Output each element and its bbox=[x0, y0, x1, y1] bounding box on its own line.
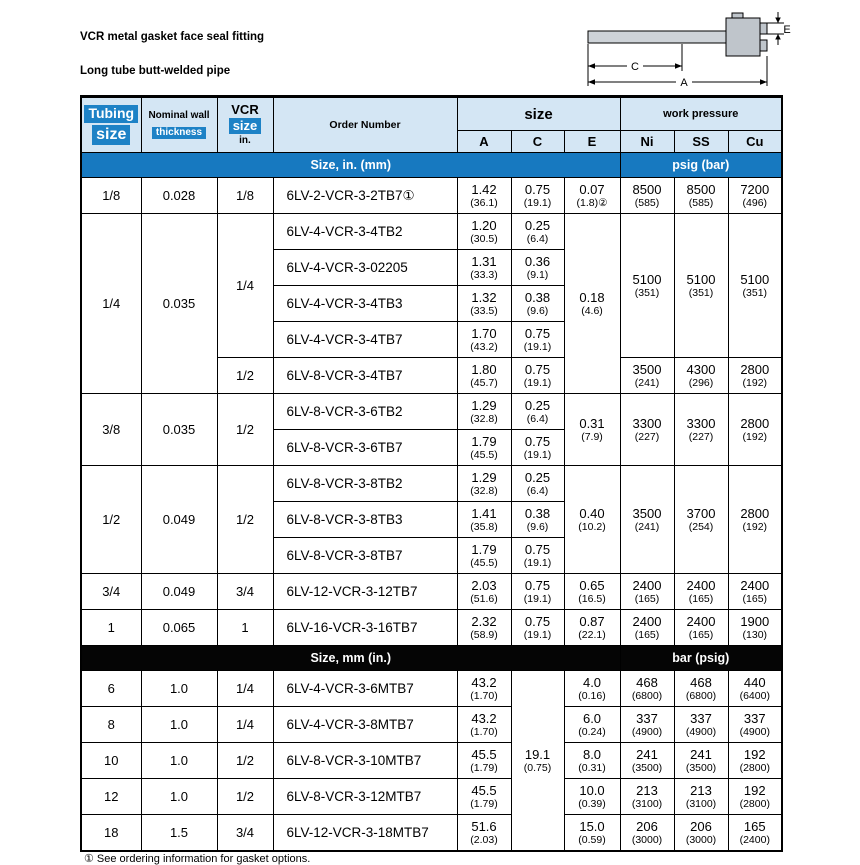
value-cell: 1 bbox=[81, 610, 141, 646]
dim-e-label: E bbox=[783, 24, 791, 36]
nominal-wall-label: Nominal wall bbox=[148, 109, 210, 121]
table-row bbox=[81, 610, 782, 646]
value-cell: 0.75 (19.1) bbox=[511, 178, 564, 214]
value-cell: 3/4 bbox=[217, 574, 273, 610]
value-cell: 45.5 (1.79) bbox=[457, 779, 511, 815]
vcr-size-label: size bbox=[229, 118, 262, 134]
value-cell: 1.0 bbox=[141, 671, 217, 707]
value-cell: 192 (2800) bbox=[728, 743, 782, 779]
value-cell: 213 (3100) bbox=[620, 779, 674, 815]
order-number-cell: 6LV-8-VCR-3-6TB7 bbox=[273, 430, 457, 466]
value-cell: 440 (6400) bbox=[728, 671, 782, 707]
value-cell: 43.2 (1.70) bbox=[457, 671, 511, 707]
table-row bbox=[81, 214, 782, 250]
header-size-group: size bbox=[457, 97, 620, 131]
table-row bbox=[81, 178, 782, 214]
header-nominal-wall bbox=[141, 97, 217, 153]
value-cell: 8 bbox=[81, 707, 141, 743]
table-row bbox=[81, 815, 782, 851]
value-cell: 2800 (192) bbox=[728, 358, 782, 394]
value-cell: 8.0 (0.31) bbox=[564, 743, 620, 779]
value-cell: 3700 (254) bbox=[674, 466, 728, 574]
value-cell: 5100 (351) bbox=[674, 214, 728, 358]
table-row bbox=[81, 394, 782, 430]
order-number-cell: 6LV-4-VCR-3-4TB2 bbox=[273, 214, 457, 250]
value-cell: 1/2 bbox=[217, 358, 273, 394]
thickness-label: thickness bbox=[152, 127, 206, 140]
value-cell: 1.0 bbox=[141, 707, 217, 743]
vcr-label: VCR bbox=[231, 101, 259, 117]
order-number-cell: 6LV-8-VCR-3-12MTB7 bbox=[273, 779, 457, 815]
order-number-cell: 6LV-4-VCR-3-6MTB7 bbox=[273, 671, 457, 707]
value-cell: 3500 (241) bbox=[620, 466, 674, 574]
order-number-cell: 6LV-16-VCR-3-16TB7 bbox=[273, 610, 457, 646]
value-cell: 337 (4900) bbox=[620, 707, 674, 743]
spec-table bbox=[80, 95, 783, 852]
value-cell: 4.0 (0.16) bbox=[564, 671, 620, 707]
value-cell: 2.32 (58.9) bbox=[457, 610, 511, 646]
value-cell: 3/4 bbox=[81, 574, 141, 610]
order-number-cell: 6LV-12-VCR-3-12TB7 bbox=[273, 574, 457, 610]
value-cell: 213 (3100) bbox=[674, 779, 728, 815]
value-cell: 1900 (130) bbox=[728, 610, 782, 646]
order-number-cell: 6LV-8-VCR-3-10MTB7 bbox=[273, 743, 457, 779]
value-cell: 0.31 (7.9) bbox=[564, 394, 620, 466]
value-cell: 0.25 (6.4) bbox=[511, 214, 564, 250]
value-cell: 1/2 bbox=[217, 394, 273, 466]
header-col-e: E bbox=[564, 131, 620, 153]
value-cell: 8500 (585) bbox=[674, 178, 728, 214]
value-cell: 1.5 bbox=[141, 815, 217, 851]
value-cell: 1.70 (43.2) bbox=[457, 322, 511, 358]
value-cell: 1/4 bbox=[217, 707, 273, 743]
order-number-cell: 6LV-4-VCR-3-4TB7 bbox=[273, 322, 457, 358]
table-row bbox=[81, 466, 782, 502]
value-cell: 1/4 bbox=[81, 214, 141, 394]
value-cell: 206 (3000) bbox=[620, 815, 674, 851]
value-cell: 0.049 bbox=[141, 466, 217, 574]
value-cell: 0.38 (9.6) bbox=[511, 286, 564, 322]
value-cell: 45.5 (1.79) bbox=[457, 743, 511, 779]
header-col-c: C bbox=[511, 131, 564, 153]
value-cell: 1/2 bbox=[81, 466, 141, 574]
value-cell: 1/8 bbox=[217, 178, 273, 214]
value-cell: 1.31 (33.3) bbox=[457, 250, 511, 286]
value-cell: 468 (6800) bbox=[674, 671, 728, 707]
value-cell: 241 (3500) bbox=[674, 743, 728, 779]
order-number-cell: 6LV-4-VCR-3-02205 bbox=[273, 250, 457, 286]
value-cell: 6 bbox=[81, 671, 141, 707]
value-cell: 6.0 (0.24) bbox=[564, 707, 620, 743]
page-subtitle: Long tube butt-welded pipe bbox=[80, 65, 231, 77]
fitting-diagram bbox=[582, 6, 794, 92]
value-cell: 43.2 (1.70) bbox=[457, 707, 511, 743]
order-number-cell: 6LV-8-VCR-3-8TB3 bbox=[273, 502, 457, 538]
value-cell: 1.79 (45.5) bbox=[457, 538, 511, 574]
tubing-size-label: size bbox=[92, 125, 130, 145]
tube-shape bbox=[588, 31, 726, 43]
value-cell: 7200 (496) bbox=[728, 178, 782, 214]
band-mm-right: bar (psig) bbox=[620, 646, 782, 671]
value-cell: 0.38 (9.6) bbox=[511, 502, 564, 538]
table-row bbox=[81, 779, 782, 815]
value-cell: 0.065 bbox=[141, 610, 217, 646]
value-cell: 1/4 bbox=[217, 214, 273, 358]
footnote: ① See ordering information for gasket options. bbox=[84, 853, 311, 865]
header-work-pressure-group: work pressure bbox=[620, 97, 782, 131]
value-cell: 0.75 (19.1) bbox=[511, 430, 564, 466]
nut-notch bbox=[732, 13, 743, 18]
value-cell: 15.0 (0.59) bbox=[564, 815, 620, 851]
value-cell: 5100 (351) bbox=[728, 214, 782, 358]
value-cell: 0.75 (19.1) bbox=[511, 610, 564, 646]
header-tubing-size bbox=[81, 97, 141, 153]
value-cell: 2400 (165) bbox=[674, 610, 728, 646]
value-cell: 8500 (585) bbox=[620, 178, 674, 214]
value-cell: 2.03 (51.6) bbox=[457, 574, 511, 610]
section-band-inch bbox=[81, 153, 782, 178]
value-cell: 3300 (227) bbox=[620, 394, 674, 466]
value-cell: 0.25 (6.4) bbox=[511, 394, 564, 430]
value-cell: 1.79 (45.5) bbox=[457, 430, 511, 466]
value-cell: 1 bbox=[217, 610, 273, 646]
value-cell: 0.36 (9.1) bbox=[511, 250, 564, 286]
value-cell: 337 (4900) bbox=[728, 707, 782, 743]
order-number-cell: 6LV-4-VCR-3-8MTB7 bbox=[273, 707, 457, 743]
order-number-cell: 6LV-2-VCR-3-2TB7① bbox=[273, 178, 457, 214]
value-cell: 0.40 (10.2) bbox=[564, 466, 620, 574]
section-band-mm bbox=[81, 646, 782, 671]
value-cell: 2400 (165) bbox=[674, 574, 728, 610]
value-cell: 18 bbox=[81, 815, 141, 851]
order-number-cell: 6LV-8-VCR-3-8TB7 bbox=[273, 538, 457, 574]
table-row bbox=[81, 707, 782, 743]
table-row bbox=[81, 574, 782, 610]
value-cell: 206 (3000) bbox=[674, 815, 728, 851]
value-cell: 1.42 (36.1) bbox=[457, 178, 511, 214]
bead-shape bbox=[760, 23, 767, 34]
dim-c-label: C bbox=[631, 61, 639, 73]
value-cell: 5100 (351) bbox=[620, 214, 674, 358]
value-cell: 2800 (192) bbox=[728, 394, 782, 466]
value-cell: 0.87 (22.1) bbox=[564, 610, 620, 646]
value-cell: 10.0 (0.39) bbox=[564, 779, 620, 815]
value-cell: 0.65 (16.5) bbox=[564, 574, 620, 610]
value-cell: 1.20 (30.5) bbox=[457, 214, 511, 250]
value-cell: 1.80 (45.7) bbox=[457, 358, 511, 394]
order-number-cell: 6LV-8-VCR-3-6TB2 bbox=[273, 394, 457, 430]
header-col-ss: SS bbox=[674, 131, 728, 153]
value-cell: 2800 (192) bbox=[728, 466, 782, 574]
header-col-ni: Ni bbox=[620, 131, 674, 153]
value-cell: 1/2 bbox=[217, 466, 273, 574]
value-cell: 0.035 bbox=[141, 394, 217, 466]
bead-shape-lower bbox=[760, 40, 767, 51]
table-row bbox=[81, 671, 782, 707]
order-number-cell: 6LV-4-VCR-3-4TB3 bbox=[273, 286, 457, 322]
value-cell: 241 (3500) bbox=[620, 743, 674, 779]
band-inch-right: psig (bar) bbox=[620, 153, 782, 178]
value-cell: 0.035 bbox=[141, 214, 217, 394]
band-inch-left: Size, in. (mm) bbox=[81, 153, 620, 178]
value-cell: 1.29 (32.8) bbox=[457, 394, 511, 430]
vcr-in-label: in. bbox=[239, 135, 251, 147]
value-cell: 2400 (165) bbox=[620, 610, 674, 646]
value-cell: 1.0 bbox=[141, 779, 217, 815]
value-cell: 0.07 (1.8)② bbox=[564, 178, 620, 214]
value-cell: 1/2 bbox=[217, 779, 273, 815]
dim-a-label: A bbox=[680, 77, 688, 89]
value-cell: 2400 (165) bbox=[620, 574, 674, 610]
nut-shape bbox=[726, 18, 760, 56]
header-col-a: A bbox=[457, 131, 511, 153]
band-mm-left: Size, mm (in.) bbox=[81, 646, 620, 671]
value-cell: 2400 (165) bbox=[728, 574, 782, 610]
value-cell: 1.29 (32.8) bbox=[457, 466, 511, 502]
value-cell: 0.75 (19.1) bbox=[511, 574, 564, 610]
value-cell: 165 (2400) bbox=[728, 815, 782, 851]
value-cell: 0.75 (19.1) bbox=[511, 322, 564, 358]
value-cell: 0.028 bbox=[141, 178, 217, 214]
value-cell: 0.049 bbox=[141, 574, 217, 610]
value-cell: 3/8 bbox=[81, 394, 141, 466]
value-cell: 1/4 bbox=[217, 671, 273, 707]
value-cell: 3300 (227) bbox=[674, 394, 728, 466]
value-cell: 3/4 bbox=[217, 815, 273, 851]
order-number-cell: 6LV-8-VCR-3-8TB2 bbox=[273, 466, 457, 502]
value-cell: 468 (6800) bbox=[620, 671, 674, 707]
header-order-number: Order Number bbox=[273, 97, 457, 153]
value-cell: 1/8 bbox=[81, 178, 141, 214]
value-cell: 1/2 bbox=[217, 743, 273, 779]
page-title: VCR metal gasket face seal fitting bbox=[80, 31, 265, 43]
value-cell: 0.18 (4.6) bbox=[564, 214, 620, 394]
tubing-label: Tubing bbox=[84, 105, 138, 123]
header-vcr-size bbox=[217, 97, 273, 153]
order-number-cell: 6LV-8-VCR-3-4TB7 bbox=[273, 358, 457, 394]
value-cell: 4300 (296) bbox=[674, 358, 728, 394]
value-cell: 3500 (241) bbox=[620, 358, 674, 394]
value-cell: 0.75 (19.1) bbox=[511, 358, 564, 394]
header-col-cu: Cu bbox=[728, 131, 782, 153]
value-cell: 0.75 (19.1) bbox=[511, 538, 564, 574]
value-cell: 1.0 bbox=[141, 743, 217, 779]
table-row bbox=[81, 743, 782, 779]
value-cell: 0.25 (6.4) bbox=[511, 466, 564, 502]
value-cell: 51.6 (2.03) bbox=[457, 815, 511, 851]
value-cell: 12 bbox=[81, 779, 141, 815]
value-cell: 337 (4900) bbox=[674, 707, 728, 743]
value-cell: 10 bbox=[81, 743, 141, 779]
value-cell: 1.41 (35.8) bbox=[457, 502, 511, 538]
value-cell: 1.32 (33.5) bbox=[457, 286, 511, 322]
value-cell: 19.1 (0.75) bbox=[511, 671, 564, 851]
value-cell: 192 (2800) bbox=[728, 779, 782, 815]
order-number-cell: 6LV-12-VCR-3-18MTB7 bbox=[273, 815, 457, 851]
